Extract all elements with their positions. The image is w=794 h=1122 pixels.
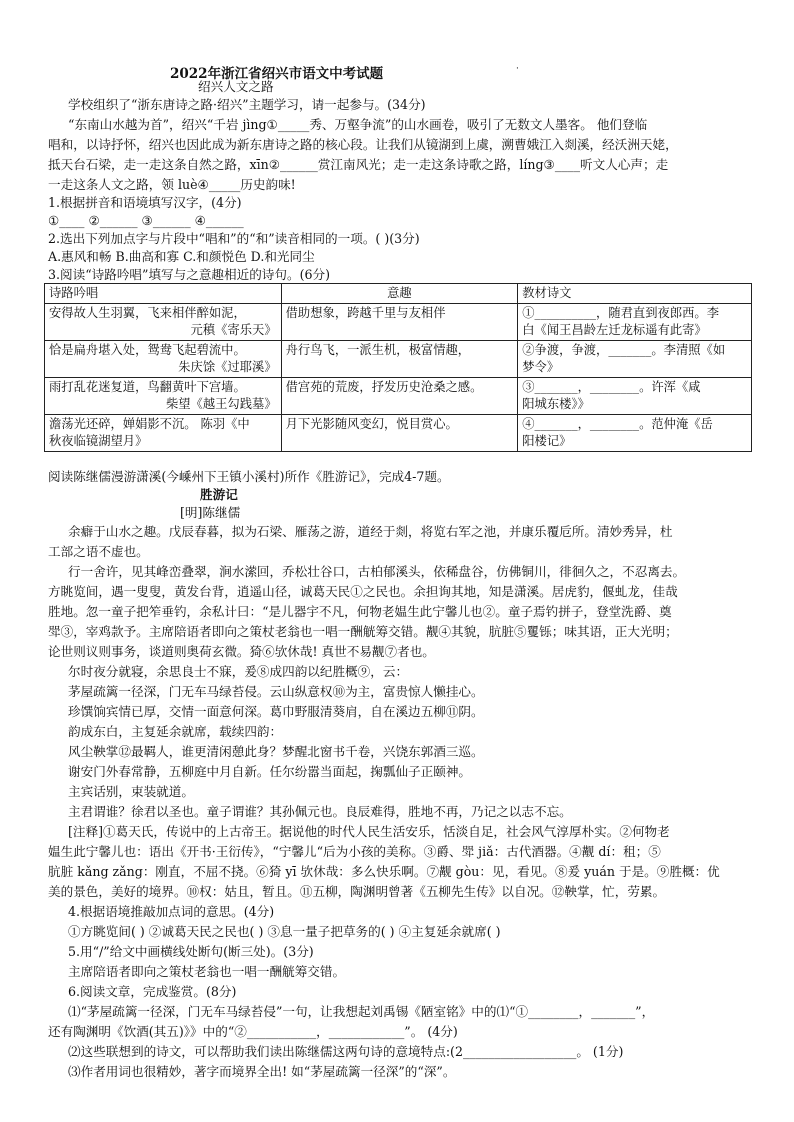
- intro-line: “东南山水越为首”，绍兴“千岩 jìng①_____秀、万壑争流”的山水画卷，吸引了无数文人墨客。 他们登临: [68, 117, 648, 132]
- meaning-cell: 借助想象，跨越千里与友相伴: [281, 304, 518, 341]
- essay-paragraph: 工部之语不虚也。: [48, 544, 149, 559]
- question-2: 2.选出下列加点字与片段中“唱和”的“和”读音相同的一项。( )(3分): [48, 231, 420, 246]
- poem-table-header: [45, 284, 752, 304]
- essay-verse: 茅屋疏篱一径深，门无车马绿苔侵。云山纵意权⑩为主，富贵惊人懒挂心。: [68, 684, 484, 699]
- essay-paragraph: 胜地。忽一童子把笮垂钓，余私计曰：“是儿器宇不凡，何物老媪生此宁馨儿也②。童子焉钓拼子，登堂洗爵、奠: [48, 604, 672, 619]
- answer-line[interactable]: ④_______，________。范仲淹《岳: [522, 417, 713, 431]
- answer-source: 阳城东楼》》: [522, 397, 590, 411]
- essay-verse: 珍馔饷宾情已厚，交情一面意何深。葛巾野服清葵肩，自在溪边五柳⑪阴。: [68, 704, 484, 719]
- essay-paragraph: 斝③，宰鸡款予。主席陪语者即向之策杖老翁也一唱一酬觥筹交错。觏④其貌，肮脏⑤矍铄；味其语，正大光明；: [48, 624, 678, 639]
- poem-author: 元稹《寄乐天》: [190, 323, 277, 337]
- essay-verse: 谢安门外春常静，五柳庭中月自新。任尔纷嚣当面起，掬瓢仙子正颐神。: [68, 764, 471, 779]
- reading-intro: 阅读陈继儒漫游潇溪(今嵊州下王镇小溪村)所作《胜游记》，完成4-7题。: [48, 469, 450, 484]
- essay-paragraph: 主宾话别，束装就道。: [68, 784, 194, 799]
- question-4-items[interactable]: ①方眺览间( ) ②诚葛天民之民也( ) ③息一量子把草务的( ) ④主复延余就席( ): [68, 924, 501, 939]
- meaning-cell: 月下光影随风变幻，悦目赏心。: [281, 415, 518, 452]
- question-6-part-1-cont[interactable]: 还有陶渊明《饮酒(其五)》》中的“②___________，____________”。 (4分): [48, 1024, 458, 1039]
- essay-paragraph: 余癖于山水之趣。戊辰春暮，拟为石梁、雁荡之游，道经于剡，将览右军之池，并康乐覆卮所。清妙秀异，杜: [68, 524, 673, 539]
- poem-table: [44, 283, 752, 452]
- header-cell: 诗路吟唱: [45, 284, 282, 304]
- intro-line: 抵天台石梁，走一走这条自然之路，xīn②______赏江南风光；走一走这条诗歌之路，líng③____听文人心声；走: [48, 157, 669, 172]
- table-row: [45, 304, 752, 341]
- question-5: 5.用“/”给文中画横线处断句(断三处)。(3分): [68, 944, 314, 959]
- answer-source: 白《闻王昌龄左迁龙标遥有此寄》: [522, 323, 707, 337]
- question-2-options[interactable]: A.惠风和畅 B.曲高和寡 C.和颜悦色 D.和光同尘: [48, 249, 315, 264]
- header-cell: 意趣: [281, 284, 518, 304]
- section-subtitle: 绍兴人文之路: [198, 79, 274, 94]
- essay-author: [明]陈继儒: [180, 505, 241, 520]
- essay-paragraph: 方眺览间，遇一叟叟，黄发台背，逍遥山径，诚葛天民①之民也。余担询其地，知是潇溪。居虎豹，偃虬龙，佳哉: [48, 584, 678, 599]
- question-6-part-3: ⑶作者用词也很精妙，著字而境界全出! 如“茅屋疏篱一径深”的“深”。: [68, 1064, 456, 1079]
- intro-line: 学校组织了“浙东唐诗之路·绍兴”主题学习，请一起参与。(34分): [68, 97, 426, 112]
- header-cell: 教材诗文: [518, 284, 752, 304]
- poem-author: 朱庆馀《过耶溪》: [178, 360, 277, 374]
- essay-note: 美的景色，美好的境界。⑩权：姑且，暂且。⑪五柳，陶渊明曾著《五柳先生传》以自况。⑫鞅掌，忙，劳累。: [48, 884, 666, 899]
- answer-source: 梦令》: [522, 360, 560, 374]
- essay-note: 肮脏 kǎng zǎng：刚直，不屈不挠。⑥猗 yī 欤休哉：多么快乐啊。⑦觏 gòu：见，看见。⑧爰 yuán 于是。⑨胜概：优: [48, 864, 720, 879]
- question-4: 4.根据语境推敲加点词的意思。(4分): [68, 904, 275, 919]
- essay-note: [注释]①葛天氏，传说中的上古帝王。据说他的时代人民生活安乐，恬淡自足，社会风气淳厚朴实。②何物老: [68, 824, 670, 839]
- question-6: 6.阅读文章，完成鉴赏。(8分): [68, 984, 237, 999]
- poem-text: 恰是扁舟堪入处，鸳鸯飞起碧流中。: [49, 343, 246, 357]
- poem-text: 雨打乱花迷复道，鸟翻黄叶下宫墙。: [49, 380, 246, 394]
- essay-paragraph: 论世则议则事务，谈道则奥荷玄微。猗⑥欤休哉! 真世不易觏⑦者也。: [48, 644, 435, 659]
- question-3: 3.阅读“诗路吟唱”填写与之意趣相近的诗句。(6分): [48, 267, 331, 282]
- table-row: [45, 341, 752, 378]
- intro-line: 一走这条人文之路，领 luè④_____历史韵味!: [48, 177, 296, 192]
- corner-mark: ·: [516, 64, 519, 74]
- essay-paragraph: 主君谓谁？徐君以圣也。童子谓谁？其孙佩元也。良辰难得，胜地不再，乃记之以志不忘。: [68, 804, 572, 819]
- intro-line: 唱和，以诗抒怀，绍兴也因此成为新东唐诗之路的核心段。让我们从镜湖到上虞，溯曹娥江入剡溪，经沃洲天姥，: [48, 137, 678, 152]
- question-6-part-2[interactable]: ⑵这些联想到的诗文，可以帮助我们读出陈继儒这两句诗的意境特点:(2__________________。 (1分): [68, 1044, 624, 1059]
- poem-author: 秋夜临镜湖望月》: [49, 434, 148, 448]
- answer-line[interactable]: ②争渡，争渡，_______。李清照《如: [522, 343, 726, 357]
- poem-text: 澹荡光还碎，婵娟影不沉。 陈羽《中: [49, 417, 250, 431]
- meaning-cell: 借宫苑的荒废，抒发历史沧桑之感。: [281, 378, 518, 415]
- essay-verse: 风尘鞅掌⑫最羁人，谁更清闲憩此身？梦醒北窗书千卷，兴饶东郭酒三巡。: [68, 744, 484, 759]
- poem-text: 安得故人生羽翼，飞来相伴醉如泥，: [49, 306, 246, 320]
- essay-paragraph: 行一舍许，见其峰峦叠翠，涧水潆回，乔松壮谷口，古柏郁溪头，依稀盘谷，仿佛铜川，徘徊久之，不忍离去。: [68, 564, 686, 579]
- answer-line[interactable]: ③_______，________。许浑《咸: [522, 380, 701, 394]
- answer-line[interactable]: ①__________，随君直到夜郎西。李: [522, 306, 720, 320]
- essay-title: 胜游记: [200, 487, 238, 502]
- answer-source: 阳楼记》: [522, 434, 572, 448]
- poem-author: 柴望《越王勾践墓》: [165, 397, 277, 411]
- essay-paragraph: 韵成东白，主复延余就席，载续四韵：: [68, 724, 283, 739]
- question-6-part-1[interactable]: ⑴“茅屋疏篱一径深，门无车马绿苔侵”一句，让我想起刘禹锡《陋室铭》中的⑴“①________，_______”，: [68, 1004, 655, 1019]
- question-1-blanks[interactable]: ①____ ②______ ③______ ④______: [48, 213, 244, 228]
- question-1: 1.根据拼音和语境填写汉字，(4分): [48, 195, 242, 210]
- question-5-sentence[interactable]: 主席陪语者即向之策杖老翁也一唱一酬觥筹交错。: [68, 964, 346, 979]
- table-row: [45, 378, 752, 415]
- essay-note: 媪生此宁馨儿也：语出《开书·王衍传》，“宁馨儿“后为小孩的美称。③爵、斝 jiǎ：古代酒器。④觏 dí：租；⑤: [48, 844, 661, 859]
- exam-title: 2022年浙江省绍兴市语文中考试题: [170, 66, 384, 82]
- table-row: [45, 415, 752, 452]
- meaning-cell: 舟行鸟飞，一派生机，极富情趣，: [281, 341, 518, 378]
- essay-paragraph: 尔时夜分就寝，余思良士不寐，爰⑧成四韵以纪胜概⑨，云：: [68, 664, 409, 679]
